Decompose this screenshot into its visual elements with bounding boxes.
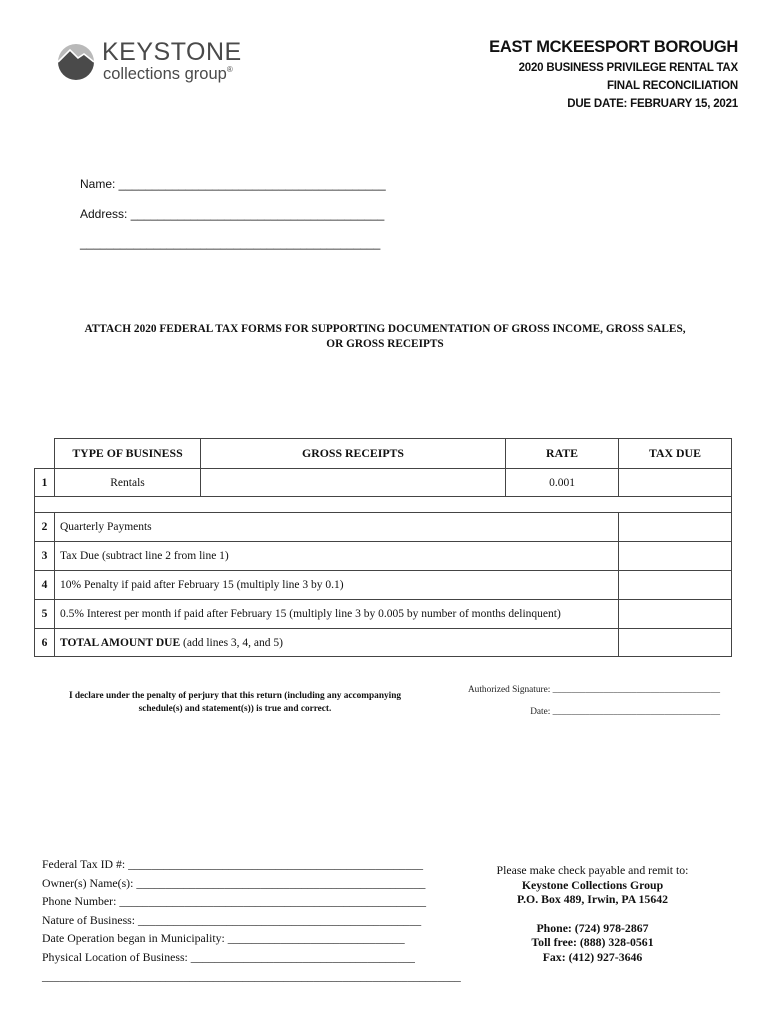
attach-instruction xyxy=(30,322,740,352)
remit-block xyxy=(470,863,715,964)
header-rate: RATE xyxy=(506,439,619,469)
tax-due-input[interactable] xyxy=(619,469,732,497)
table-spacer-row xyxy=(35,497,732,513)
physical-location-line-2-field[interactable]: _______________________________________________________________________ xyxy=(42,969,461,983)
phone-number-field[interactable]: Phone Number: ____________________________________________________ xyxy=(42,894,427,908)
line-number: 2 xyxy=(35,513,55,542)
line-number: 4 xyxy=(35,571,55,600)
table-row xyxy=(35,542,732,571)
remit-fax: Fax: (412) 927-3646 xyxy=(542,949,643,964)
remit-address: P.O. Box 489, Irwin, PA 15642 xyxy=(516,892,669,906)
line-number: 3 xyxy=(35,542,55,571)
quarterly-payments-input[interactable] xyxy=(619,513,732,542)
header-spacer xyxy=(35,439,55,469)
remit-intro: Please make check payable and remit to: xyxy=(496,863,689,877)
header-tax-due: TAX DUE xyxy=(619,439,732,469)
form-title: 2020 BUSINESS PRIVILEGE RENTAL TAX xyxy=(518,62,738,74)
declaration-line-1: I declare under the penalty of perjury that this return (including any accompanying xyxy=(68,691,402,701)
table-row xyxy=(35,469,732,497)
spacer-cell xyxy=(35,497,732,513)
header-gross-receipts: GROSS RECEIPTS xyxy=(201,439,506,469)
attach-line-1: ATTACH 2020 FEDERAL TAX FORMS FOR SUPPORTING DOCUMENTATION OF GROSS INCOME, GROSS SALES, xyxy=(84,323,686,335)
keystone-logo xyxy=(56,38,266,88)
address-line-2-field[interactable]: _____________________________________________ xyxy=(80,236,381,250)
logo-brand: KEYSTONE xyxy=(102,38,242,66)
logo-subtitle-text: collections group xyxy=(103,65,227,83)
name-field[interactable]: Name: ________________________________________ xyxy=(80,177,386,191)
line-number: 1 xyxy=(35,469,55,497)
authorized-signature-field[interactable]: Authorized Signature: ____________________________________ xyxy=(467,685,720,695)
owner-names-field[interactable]: Owner(s) Name(s): _________________________________________________ xyxy=(42,876,426,890)
rate-cell: 0.001 xyxy=(506,469,619,497)
date-operation-began-field[interactable]: Date Operation began in Municipality: ______________________________ xyxy=(42,931,405,945)
remit-phone: Phone: (724) 978-2867 xyxy=(536,920,649,935)
interest-label: 0.5% Interest per month if paid after February 15 (multiply line 3 by 0.005 by number of months delinquent) xyxy=(55,600,619,629)
logo-subtitle xyxy=(103,65,233,84)
keystone-mountain-icon xyxy=(56,40,96,80)
total-amount-bold: TOTAL AMOUNT DUE xyxy=(60,636,181,649)
tax-due-line-3-input[interactable] xyxy=(619,542,732,571)
table-row xyxy=(35,571,732,600)
logo-registered-mark: ® xyxy=(226,65,233,74)
form-subtitle: FINAL RECONCILIATION xyxy=(606,80,738,92)
table-row xyxy=(35,629,732,657)
tax-due-label: Tax Due (subtract line 2 from line 1) xyxy=(55,542,619,571)
gross-receipts-input[interactable] xyxy=(201,469,506,497)
line-number: 5 xyxy=(35,600,55,629)
remit-tollfree: Toll free: (888) 328-0561 xyxy=(531,935,654,949)
remit-company: Keystone Collections Group xyxy=(521,877,664,892)
borough-title: EAST MCKEESPORT BOROUGH xyxy=(489,38,738,56)
table-row xyxy=(35,600,732,629)
quarterly-payments-label: Quarterly Payments xyxy=(55,513,619,542)
tax-table xyxy=(34,438,732,657)
interest-input[interactable] xyxy=(619,600,732,629)
federal-tax-id-field[interactable]: Federal Tax ID #: __________________________________________________ xyxy=(42,857,424,871)
nature-of-business-field[interactable]: Nature of Business: ________________________________________________ xyxy=(42,913,422,927)
table-row xyxy=(35,513,732,542)
penalty-label: 10% Penalty if paid after February 15 (multiply line 3 by 0.1) xyxy=(55,571,619,600)
business-type-cell: Rentals xyxy=(55,469,201,497)
penalty-input[interactable] xyxy=(619,571,732,600)
declaration-line-2: schedule(s) and statement(s)) is true and correct. xyxy=(138,703,332,714)
total-amount-rest: (add lines 3, 4, and 5) xyxy=(180,636,283,649)
remit-spacer xyxy=(470,907,715,921)
perjury-declaration xyxy=(50,690,420,715)
address-field[interactable]: Address: ______________________________________ xyxy=(80,207,385,221)
attach-line-2: OR GROSS RECEIPTS xyxy=(326,338,444,350)
due-date: DUE DATE: FEBRUARY 15, 2021 xyxy=(567,98,738,110)
line-number: 6 xyxy=(35,629,55,657)
header-type-of-business: TYPE OF BUSINESS xyxy=(55,439,201,469)
total-amount-input[interactable] xyxy=(619,629,732,657)
physical-location-field[interactable]: Physical Location of Business: ______________________________________ xyxy=(42,950,415,964)
date-field[interactable]: Date: ____________________________________ xyxy=(530,707,720,717)
total-amount-label xyxy=(55,629,619,657)
table-header-row xyxy=(35,439,732,469)
